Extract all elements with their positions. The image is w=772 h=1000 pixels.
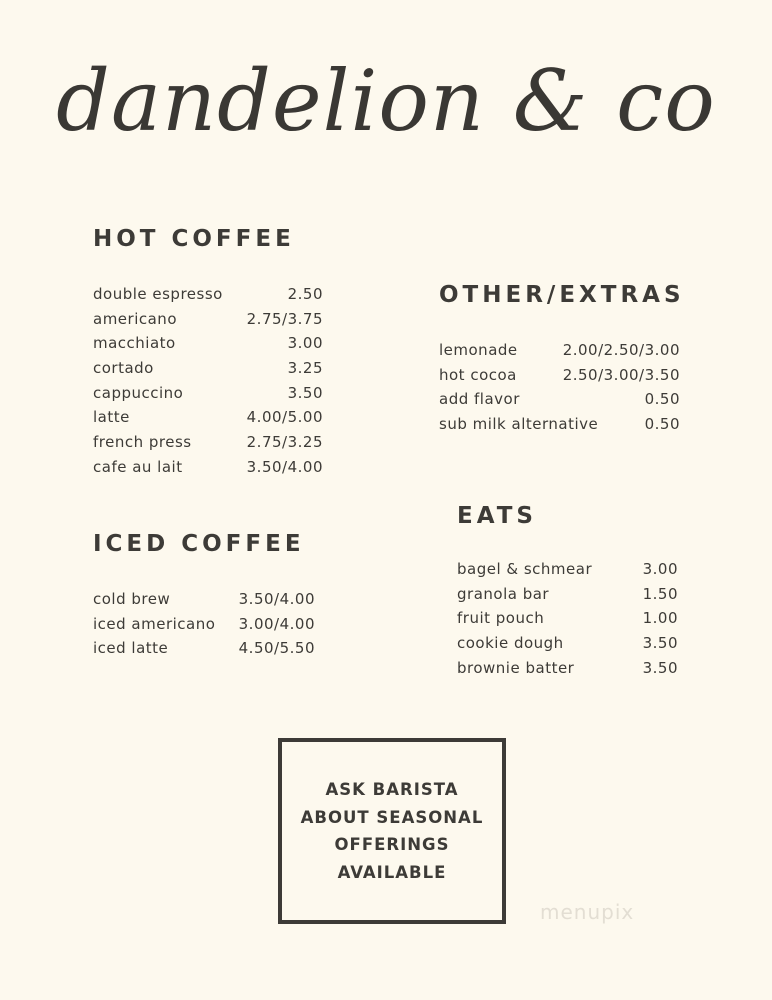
item-price: 2.50 bbox=[287, 285, 323, 303]
item-price: 2.50/3.00/3.50 bbox=[562, 365, 680, 384]
eats-heading: EATS bbox=[457, 503, 537, 529]
item-price: 4.50/5.50 bbox=[238, 639, 315, 658]
item-name: cafe au lait bbox=[93, 457, 183, 476]
hot-coffee-list bbox=[93, 282, 323, 480]
item-name: iced americano bbox=[93, 614, 216, 633]
item-name: cookie dough bbox=[457, 634, 564, 653]
item-price: 3.00/4.00 bbox=[238, 614, 315, 633]
menu-item bbox=[439, 412, 680, 437]
menu-item bbox=[93, 282, 323, 307]
notice-line: OFFERINGS bbox=[334, 835, 450, 854]
menu-item bbox=[93, 331, 323, 356]
item-price: 2.75/3.75 bbox=[246, 309, 323, 328]
other-extras-list bbox=[439, 338, 680, 437]
item-price: 4.00/5.00 bbox=[246, 408, 323, 427]
menu-item bbox=[93, 307, 323, 332]
item-name: french press bbox=[93, 433, 192, 452]
item-name: fruit pouch bbox=[457, 609, 545, 628]
iced-coffee-heading: ICED COFFEE bbox=[93, 531, 305, 557]
menu-item bbox=[457, 582, 678, 607]
menu-item bbox=[93, 636, 315, 661]
notice-line: ABOUT SEASONAL bbox=[300, 807, 484, 827]
item-price: 1.50 bbox=[642, 584, 678, 603]
item-price: 0.50 bbox=[644, 390, 680, 409]
item-name: macchiato bbox=[93, 334, 176, 353]
menu-item bbox=[93, 612, 315, 637]
menu-item bbox=[439, 387, 680, 412]
item-price: 3.00 bbox=[287, 334, 323, 353]
menu-item bbox=[439, 363, 680, 388]
item-name: latte bbox=[93, 408, 130, 427]
watermark: menupix bbox=[540, 900, 635, 924]
item-name: cappuccino bbox=[93, 383, 184, 402]
item-name: brownie batter bbox=[457, 658, 575, 677]
item-name: lemonade bbox=[439, 341, 518, 359]
item-price: 2.75/3.25 bbox=[246, 433, 323, 452]
item-name: granola bar bbox=[457, 584, 550, 603]
menu-item bbox=[93, 405, 323, 430]
item-name: americano bbox=[93, 309, 177, 328]
item-price: 3.25 bbox=[287, 359, 323, 378]
item-price: 3.50/4.00 bbox=[238, 590, 315, 608]
menu-item bbox=[457, 557, 678, 582]
item-price: 0.50 bbox=[644, 415, 680, 434]
menu-item bbox=[93, 430, 323, 455]
iced-coffee-list bbox=[93, 587, 315, 661]
item-name: cortado bbox=[93, 359, 154, 378]
menu-item bbox=[93, 381, 323, 406]
menu-item bbox=[457, 656, 678, 681]
item-price: 1.00 bbox=[642, 609, 678, 628]
menu-item bbox=[93, 455, 323, 480]
menu-title: dandelion & co bbox=[56, 52, 716, 150]
eats-list bbox=[457, 557, 678, 680]
hot-coffee-heading: HOT COFFEE bbox=[93, 226, 295, 252]
item-price: 3.50 bbox=[287, 383, 323, 402]
item-name: bagel & schmear bbox=[457, 560, 593, 578]
item-price: 3.00 bbox=[642, 560, 678, 578]
item-price: 3.50/4.00 bbox=[246, 457, 323, 476]
item-name: hot cocoa bbox=[439, 365, 517, 384]
item-name: add flavor bbox=[439, 390, 520, 409]
seasonal-notice-box bbox=[278, 738, 506, 924]
item-name: cold brew bbox=[93, 590, 171, 608]
item-price: 2.00/2.50/3.00 bbox=[562, 341, 680, 359]
menu-item bbox=[93, 587, 315, 612]
menu-item bbox=[457, 631, 678, 656]
notice-line: ASK BARISTA bbox=[325, 780, 459, 799]
notice-line: AVAILABLE bbox=[337, 862, 447, 882]
other-extras-heading: OTHER/EXTRAS bbox=[439, 282, 685, 308]
item-name: iced latte bbox=[93, 639, 169, 658]
menu-item bbox=[457, 606, 678, 631]
menu-item bbox=[439, 338, 680, 363]
item-price: 3.50 bbox=[642, 634, 678, 653]
item-name: double espresso bbox=[93, 285, 223, 303]
menu-item bbox=[93, 356, 323, 381]
item-name: sub milk alternative bbox=[439, 415, 599, 434]
item-price: 3.50 bbox=[642, 658, 678, 677]
